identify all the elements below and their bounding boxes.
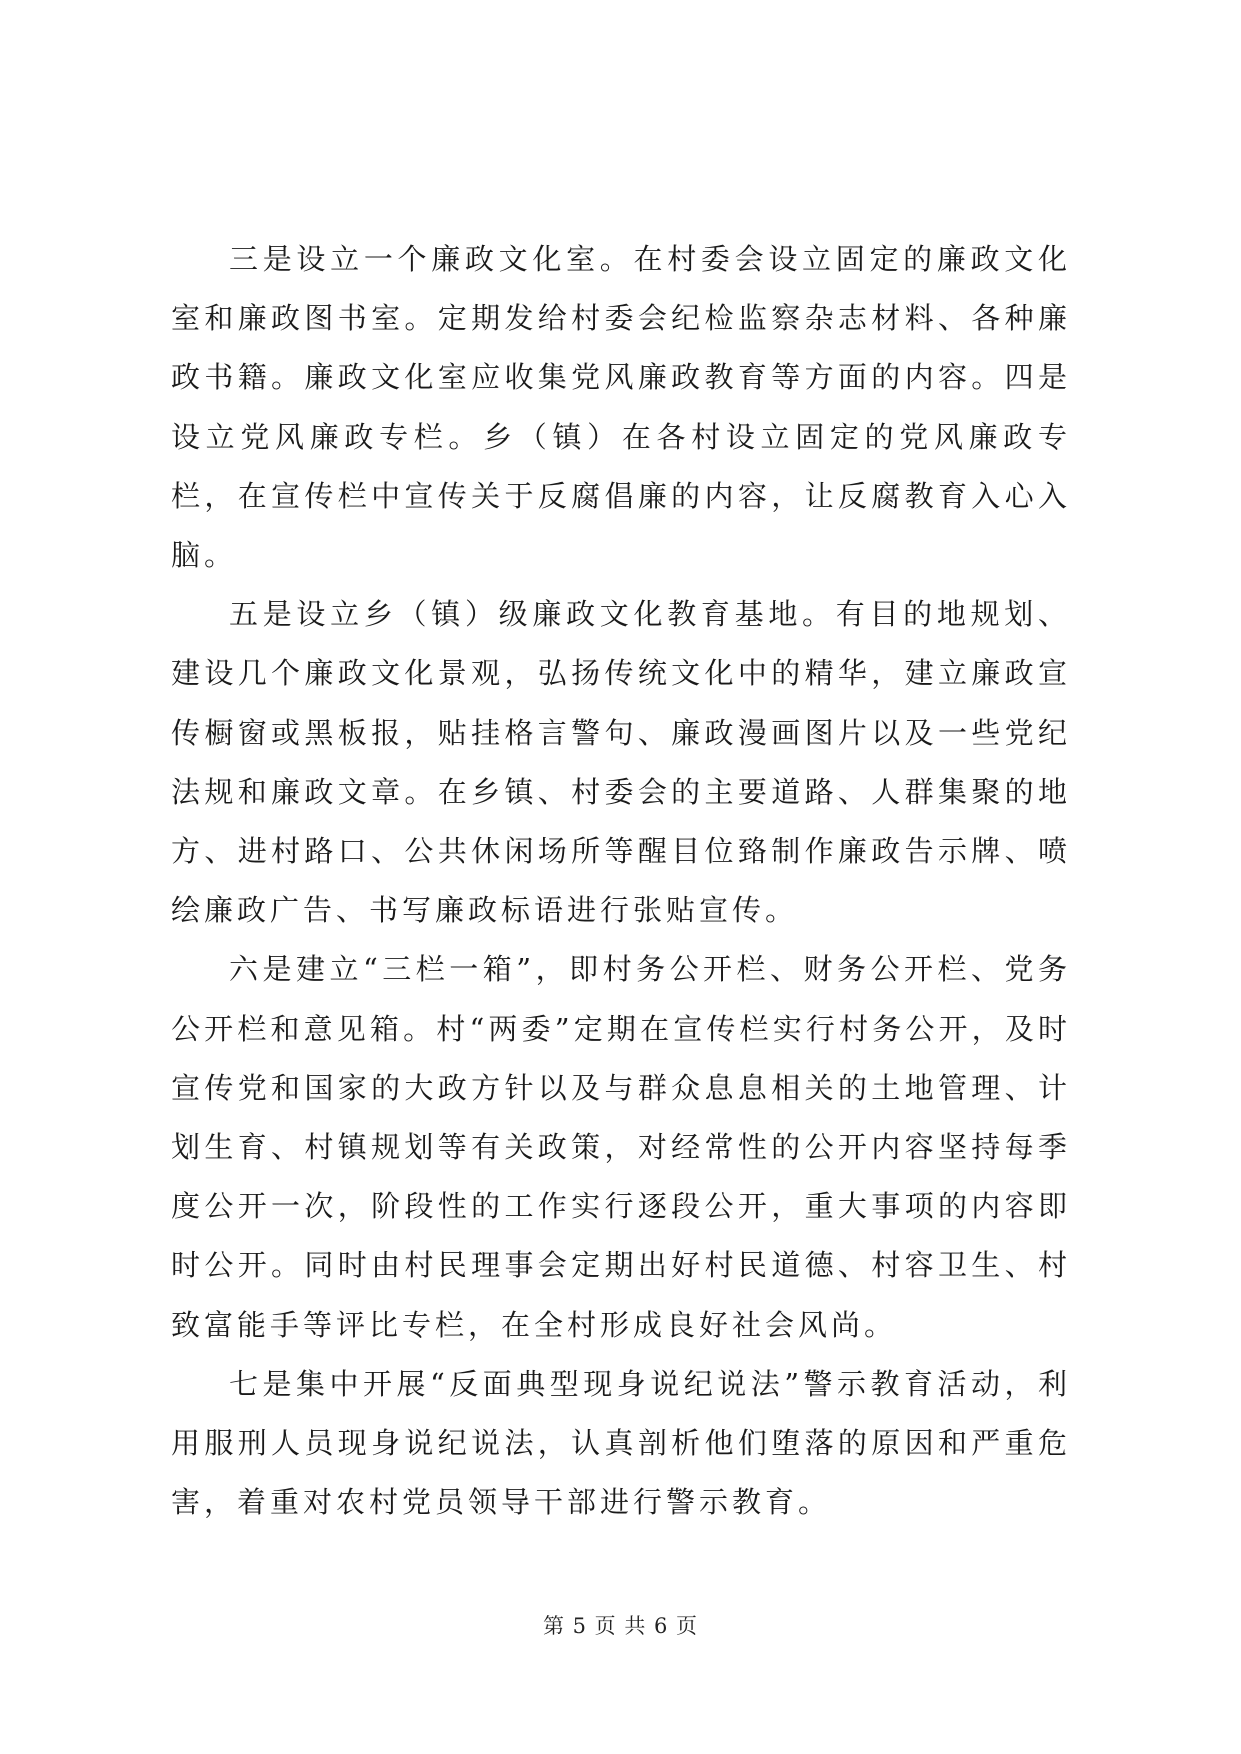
document-body (171, 230, 1071, 1532)
paragraph-6: 六是建立“三栏一箱”，即村务公开栏、财务公开栏、党务公开栏和意见箱。村“两委”定期在宣传栏实行村务公开，及时宣传党和国家的大政方针以及与群众息息相关的土地管理、计划生育、村镇规划等有关政策，对经常性的公开内容坚持每季度公开一次，阶段性的工作实行逐段公开，重大事项的内容即时公开。同时由村民理事会定期出好村民道德、村容卫生、村致富能手等评比专栏，在全村形成良好社会风尚。 (171, 952, 1071, 1342)
paragraph-7: 七是集中开展“反面典型现身说纪说法”警示教育活动，利用服刑人员现身说纪说法，认真剖析他们堕落的原因和严重危害，着重对农村党员领导干部进行警示教育。 (171, 1366, 1071, 1520)
paragraph-5: 五是设立乡（镇）级廉政文化教育基地。有目的地规划、建设几个廉政文化景观，弘扬传统文化中的精华，建立廉政宣传橱窗或黑板报，贴挂格言警句、廉政漫画图片以及一些党纪法规和廉政文章。在乡镇、村委会的主要道路、人群集聚的地方、进村路口、公共休闲场所等醒目位臵制作廉政告示牌、喷绘廉政广告、书写廉政标语进行张贴宣传。 (171, 597, 1071, 928)
paragraph-3: 三是设立一个廉政文化室。在村委会设立固定的廉政文化室和廉政图书室。定期发给村委会纪检监察杂志材料、各种廉政书籍。廉政文化室应收集党风廉政教育等方面的内容。四是设立党风廉政专栏。乡（镇）在各村设立固定的党风廉政专栏，在宣传栏中宣传关于反腐倡廉的内容，让反腐教育入心入脑。 (171, 242, 1071, 573)
page-number-footer: 第 5 页 共 6 页 (542, 1614, 699, 1638)
